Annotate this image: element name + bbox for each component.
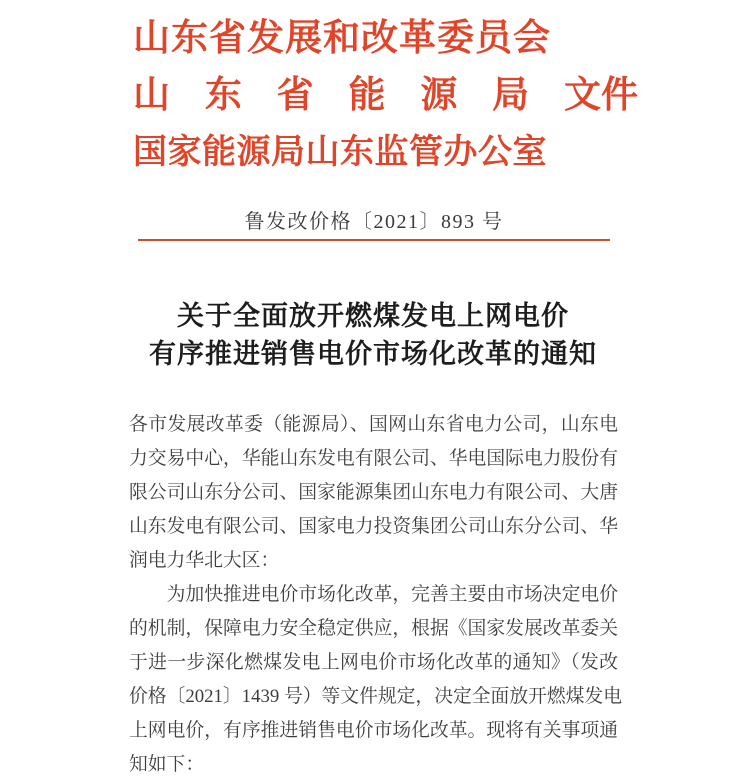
document-body [129,408,623,776]
letterhead-agency-2-char: 能 [348,75,386,116]
body-line: 上网电价，有序推进销售电价市场化改革。现将有关事项通 [129,720,618,741]
letterhead-agency-1: 山东省发展和改革委员会 [133,18,551,59]
body-line: 价格〔2021〕1439 号）等文件规定，决定全面放开燃煤发电 [129,686,623,707]
body-line: 知如下： [129,754,205,775]
body-line: 各市发展改革委（能源局）、国网山东省电力公司，山东电 [129,414,618,435]
document-number: 鲁发改价格〔2021〕893 号 [244,211,504,233]
document-title-line-2: 有序推进销售电价市场化改革的通知 [149,339,597,369]
body-line: 为加快推进电价市场化改革，完善主要由市场决定电价 [129,584,618,605]
body-line: 力交易中心，华能山东发电有限公司、华电国际电力股份有 [129,448,618,469]
letterhead-agency-2-suffix: 文件 [563,75,638,116]
letterhead-agency-3: 国家能源局山东监管办公室 [133,134,547,171]
body-line: 限公司山东分公司、国家能源集团山东电力有限公司、大唐 [129,482,618,503]
body-line: 山东发电有限公司、国家电力投资集团公司山东分公司、华 [129,516,618,537]
document-title [127,297,619,373]
body-line: 的机制，保障电力安全稳定供应，根据《国家发展改革委关 [129,618,618,639]
document-title-line-1: 关于全面放开燃煤发电上网电价 [177,301,569,331]
letterhead-agency-2-char: 源 [420,75,458,116]
paragraph-preamble [129,578,623,776]
letterhead-agency-2 [133,67,638,124]
red-divider-line [138,239,610,241]
letterhead-agency-2-char: 省 [276,75,314,116]
letterhead-agency-2-char: 山 [133,75,170,116]
red-letterhead [133,10,638,181]
paragraph-addressees [129,408,618,578]
body-line: 润电力华北大区： [129,550,280,571]
body-line: 于进一步深化燃煤发电上网电价市场化改革的通知》（发改 [129,652,618,673]
letterhead-agency-2-char: 局 [492,75,530,116]
letterhead-agency-2-char: 东 [204,75,242,116]
